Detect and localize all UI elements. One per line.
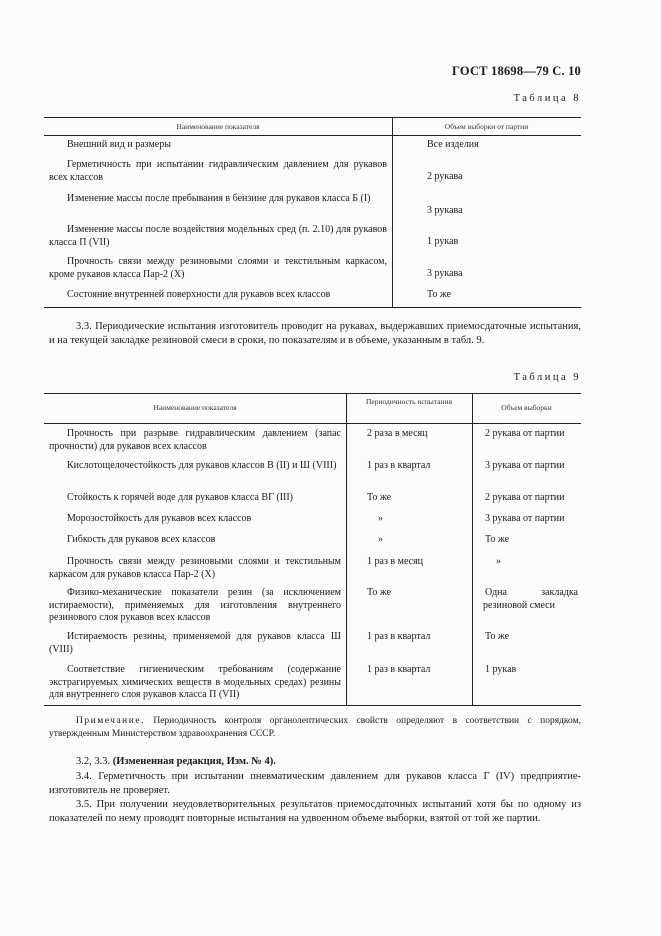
- table9-row-period: »: [378, 534, 383, 545]
- table9-row-name: Прочность при разрыве гидравлическим давлением (запас прочности) для рукавов всех классов: [49, 428, 341, 452]
- table8-row-value: Все изделия: [427, 139, 479, 150]
- table9-row-sample: Одна закладка резиновой смеси: [483, 587, 578, 611]
- table8-bottom-rule: [44, 307, 581, 308]
- paragraph-3-3: 3.3. Периодические испытания изготовитель проводит на рукавах, выдержавших приемосдаточные испытания, и на текущей закладке резиновой смеси в сроки, по показателям и в объеме, указанным в табл. 9.: [49, 321, 581, 346]
- table9-row-period: То же: [367, 587, 392, 598]
- table9-bottom-rule: [44, 705, 581, 706]
- table9-top-rule: [44, 393, 581, 394]
- table9-row-sample: 1 рукав: [485, 664, 517, 675]
- table8-row-value: 3 рукава: [427, 205, 463, 216]
- table9-row-period: »: [378, 513, 383, 524]
- table8-header-rule: [44, 135, 581, 136]
- table9-row-period: 1 раз в месяц: [367, 556, 424, 567]
- edition-line: [76, 755, 276, 769]
- table9-divider-1: [346, 393, 347, 705]
- table9-row-sample: 3 рукава от партии: [485, 460, 565, 471]
- table9-row-period: 1 раз в квартал: [367, 664, 431, 675]
- note: [49, 715, 581, 741]
- table9-col-period: Периодичность испытания: [365, 397, 453, 406]
- table9-row-name: Прочность связи между резиновыми слоями и текстильным каркасом для рукавов класса Пар-2 (X): [49, 556, 341, 580]
- table8-row-value: 1 рукав: [427, 236, 459, 247]
- table8-row-name: Состояние внутренней поверхности для рукавов всех классов: [67, 289, 331, 300]
- table9-row-name: Гибкость для рукавов всех классов: [67, 534, 216, 545]
- table9-row-sample: 3 рукава от партии: [485, 513, 565, 524]
- table9-row-sample: »: [496, 556, 501, 567]
- table9-row-period: 1 раз в квартал: [367, 631, 431, 642]
- table9-row-name: Кислотощелочестойкость для рукавов классов В (II) и Ш (VIII): [67, 460, 337, 471]
- table9-row-name: Истираемость резины, применяемой для рукавов класса Ш (VIII): [49, 631, 341, 655]
- table9-row-name: Стойкость к горячей воде для рукавов класса ВГ (III): [67, 492, 294, 503]
- note-text: Периодичность контроля органолептических свойств определяют в соответствии с порядком, утвержденным Министерством здравоохранения СССР.: [49, 716, 581, 739]
- table9-row-name: Морозостойкость для рукавов всех классов: [67, 513, 252, 524]
- table8-row-value: То же: [427, 289, 452, 300]
- note-label: Примечание.: [76, 716, 145, 726]
- table8-col-name: Наименование показателя: [176, 122, 260, 131]
- table8-col-sample: Объем выборки от партии: [444, 122, 529, 131]
- table9-row-sample: То же: [485, 631, 510, 642]
- table9-row-period: 2 раза в месяц: [367, 428, 428, 439]
- table9-row-period: 1 раз в квартал: [367, 460, 431, 471]
- table8-row-value: 2 рукава: [427, 171, 463, 182]
- table8-row-name: Внешний вид и размеры: [67, 139, 171, 150]
- table9-col-name: Наименование показателя: [153, 403, 237, 412]
- table9-col-sample: Объем выборки: [501, 403, 552, 412]
- table8-row-name: Прочность связи между резиновыми слоями и текстильным каркасом, кроме рукавов класса Пар-2 (X): [49, 256, 387, 280]
- table8-row-name: Изменение массы после воздействия модельных сред (п. 2.10) для рукавов класса П (VII): [49, 224, 387, 248]
- edition-bold: (Измененная редакция, Изм. № 4).: [112, 756, 276, 767]
- table9-divider-2: [472, 393, 473, 705]
- table9-row-sample: То же: [485, 534, 510, 545]
- table8-column-divider: [392, 117, 393, 307]
- table9-header-rule: [44, 423, 581, 424]
- page-header: ГОСТ 18698—79 С. 10: [452, 64, 581, 78]
- edition-prefix: 3.2, 3.3.: [76, 756, 113, 767]
- table8-top-rule: [44, 117, 581, 118]
- paragraph-3-5: 3.5. При получении неудовлетворительных результатов приемосдаточных испытаний хотя бы по одному из показателей по нему проводят повторные испытания на удвоенном объеме выборки, взятой от той же партии.: [49, 799, 581, 824]
- table8-row-name: Изменение массы после пребывания в бензине для рукавов класса Б (I): [67, 193, 371, 204]
- table9-row-sample: 2 рукава от партии: [485, 428, 565, 439]
- table9-row-period: То же: [367, 492, 392, 503]
- table8-row-value: 3 рукава: [427, 268, 463, 279]
- paragraph-3-4: 3.4. Герметичность при испытании пневматическим давлением для рукавов класса Г (IV) предприятие-изготовитель не проверяет.: [49, 771, 581, 796]
- table9-caption: Таблица 9: [513, 372, 581, 383]
- table9-row-sample: 2 рукава от партии: [485, 492, 565, 503]
- table8-row-name: Герметичность при испытании гидравлическим давлением для рукавов всех классов: [49, 159, 387, 183]
- table9-row-name: Физико-механические показатели резин (за исключением истираемости), применяемых для изготовления внутреннего резинового слоя рукавов всех классов: [49, 587, 341, 623]
- table8-caption: Таблица 8: [513, 93, 581, 104]
- table9-row-name: Соответствие гигиеническим требованиям (содержание экстрагируемых химических веществ в модельных средах) резины для внутреннего слоя рукавов класса П (VII): [49, 664, 341, 700]
